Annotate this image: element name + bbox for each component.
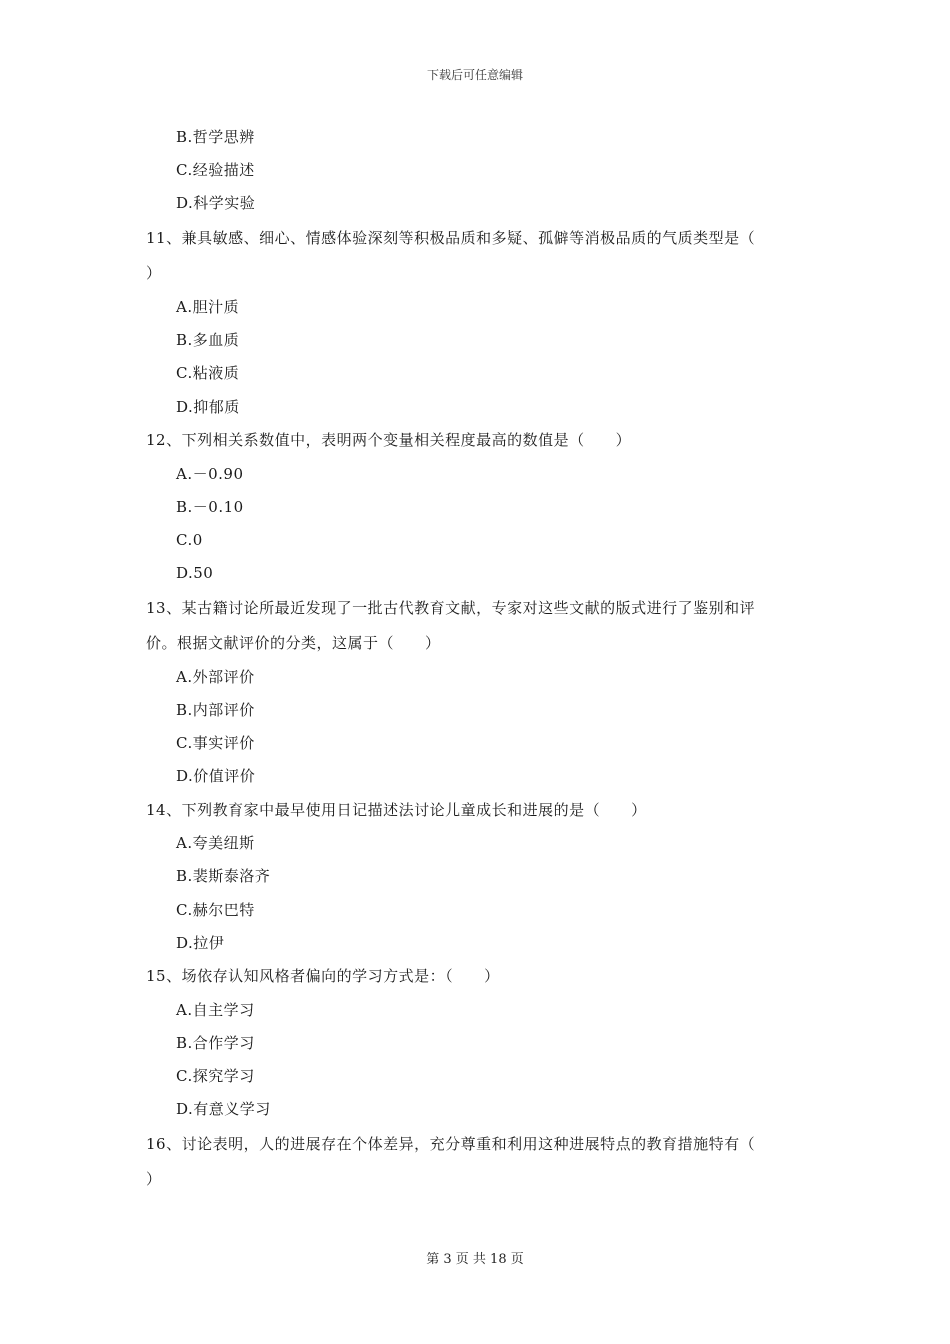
answer-option: D.科学实验: [176, 194, 256, 212]
page-footer: 第 3 页 共 18 页: [426, 1252, 524, 1267]
answer-option: A.夸美纽斯: [176, 834, 255, 852]
answer-option: B.合作学习: [176, 1034, 255, 1052]
answer-option: B.多血质: [176, 331, 240, 349]
answer-option: D.价值评价: [176, 767, 256, 785]
answer-option: C.粘液质: [176, 364, 240, 382]
question-text: 13、某古籍讨论所最近发现了一批古代教育文献，专家对这些文献的版式进行了鉴别和评: [146, 599, 756, 617]
answer-option: B.哲学思辨: [176, 128, 255, 146]
question-text: 16、讨论表明，人的进展存在个体差异，充分尊重和利用这种进展特点的教育措施特有（: [146, 1135, 756, 1153]
page-header: 下载后可任意编辑: [426, 68, 523, 82]
answer-option: C.经验描述: [176, 161, 255, 179]
answer-option: D.50: [176, 564, 214, 582]
answer-option: D.有意义学习: [176, 1100, 271, 1118]
answer-option: D.抑郁质: [176, 398, 240, 416]
question-text: ）: [146, 264, 162, 282]
answer-option: B.裴斯泰洛齐: [176, 867, 271, 885]
question-text: 15、场依存认知风格者偏向的学习方式是：（ ）: [146, 967, 500, 985]
answer-option: A.胆汁质: [176, 298, 240, 316]
question-text: 14、下列教育家中最早使用日记描述法讨论儿童成长和进展的是（ ）: [146, 801, 647, 819]
question-text: 价。根据文献评价的分类，这属于（ ）: [146, 634, 441, 652]
answer-option: C.事实评价: [176, 734, 255, 752]
answer-option: A.自主学习: [176, 1001, 255, 1019]
question-text: ）: [146, 1170, 162, 1188]
answer-option: C.探究学习: [176, 1067, 255, 1085]
answer-option: A.－0.90: [176, 465, 244, 483]
answer-option: C.赫尔巴特: [176, 901, 255, 919]
answer-option: D.拉伊: [176, 934, 225, 952]
answer-option: B.－0.10: [176, 498, 244, 516]
answer-option: A.外部评价: [176, 668, 255, 686]
question-text: 12、下列相关系数值中，表明两个变量相关程度最高的数值是（ ）: [146, 431, 632, 449]
answer-option: C.0: [176, 531, 203, 549]
question-text: 11、兼具敏感、细心、情感体验深刻等积极品质和多疑、孤僻等消极品质的气质类型是（: [146, 229, 756, 247]
answer-option: B.内部评价: [176, 701, 255, 719]
